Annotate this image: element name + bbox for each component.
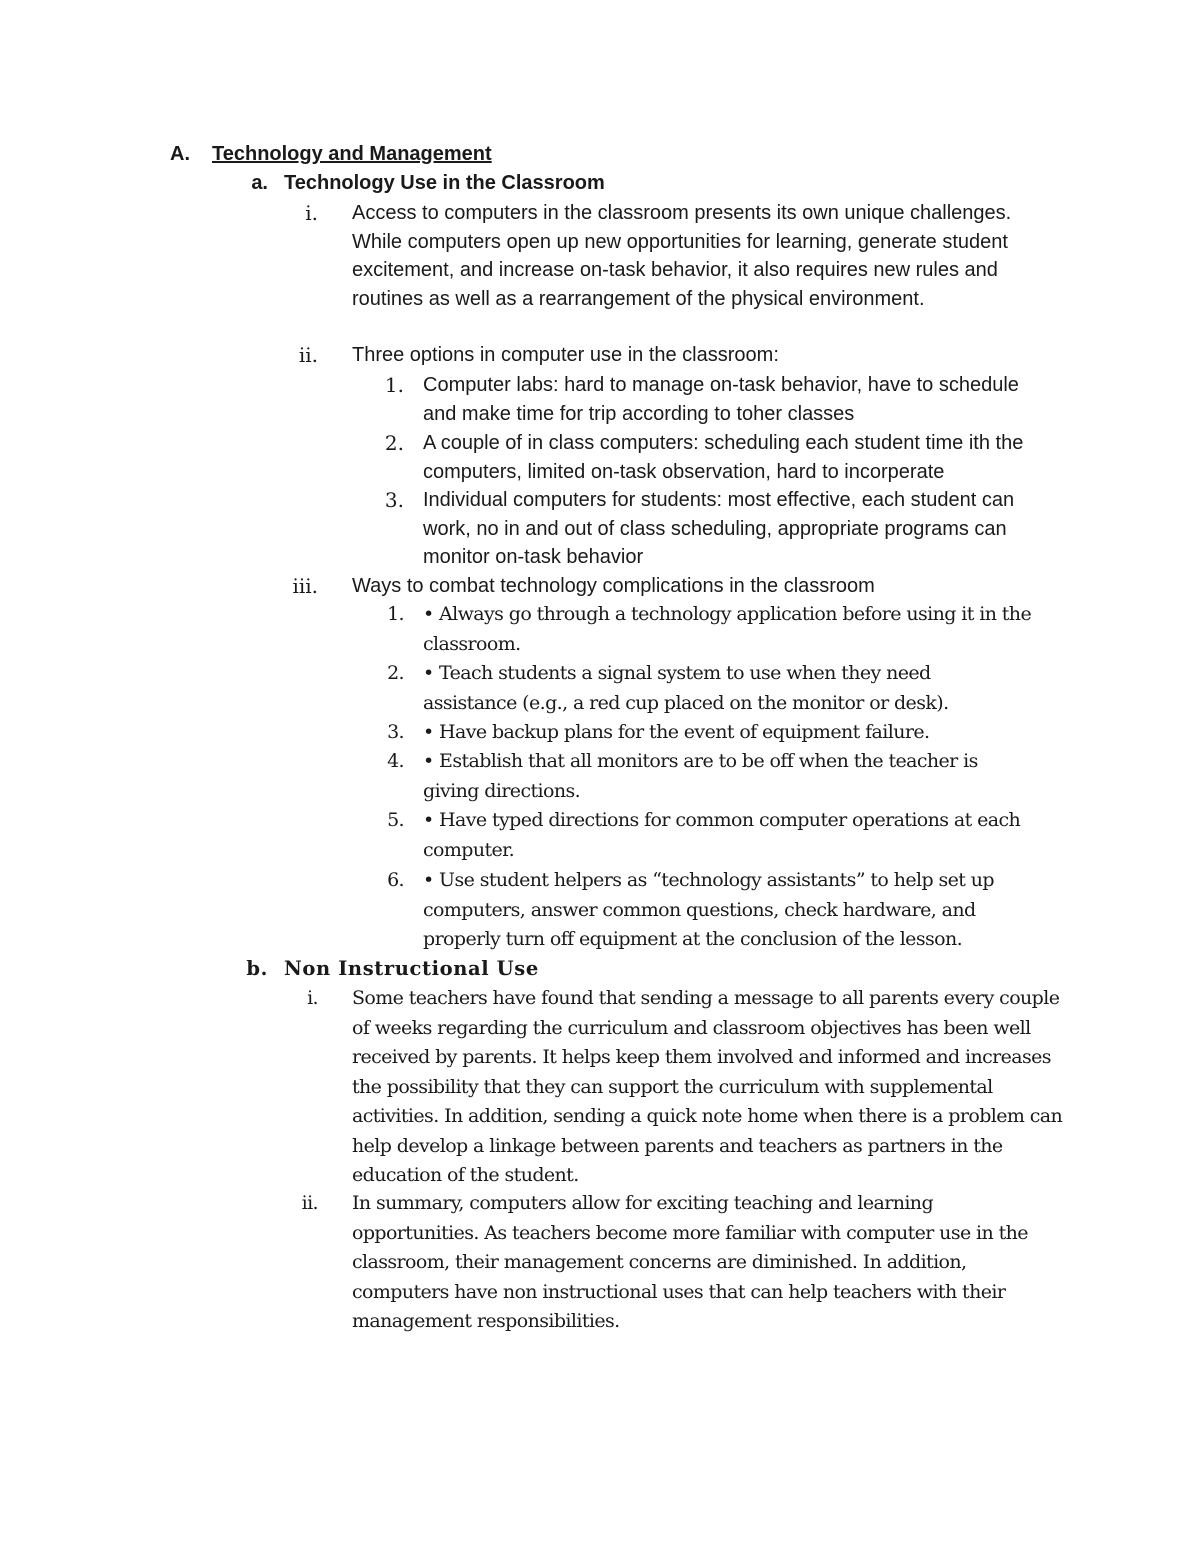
tip-item-6-marker: 6. (387, 869, 404, 891)
item-b-ii-text: In summary, computers allow for exciting teaching and learning opportunities. As teachers become more familiar with computer use in the classroom, their management concerns are diminished. In addition, computers have non instructional uses that can help teachers with their management responsibilities. (352, 1192, 1028, 1332)
section-a-title: Technology and Management (212, 143, 492, 165)
tip-item-5-text: • Have typed directions for common computer operations at each computer. (423, 809, 1021, 861)
tip-item-2-marker: 2. (387, 662, 404, 684)
tip-item-4-marker: 4. (387, 750, 404, 772)
item-a-iii-text: Ways to combat technology complications in the classroom (352, 575, 875, 597)
option-item-2-marker: 2. (384, 431, 404, 455)
section-a-marker: A. (170, 143, 190, 165)
item-a-iii-marker: iii. (292, 574, 318, 598)
item-b-ii-marker: ii. (301, 1192, 318, 1214)
tip-item-3-text: • Have backup plans for the event of equipment failure. (423, 721, 930, 743)
tip-item-2-text: • Teach students a signal system to use when they need assistance (e.g., a red cup placed on the monitor or desk). (423, 662, 949, 714)
item-a-ii-text: Three options in computer use in the classroom: (352, 344, 779, 366)
item-a-i-text: Access to computers in the classroom presents its own unique challenges. While computers open up new opportunities for learning, generate student excitement, and increase on-task behavior, it also requires new rules and routines as well as a rearrangement of the physical environment. (352, 202, 1012, 310)
subsection-a-title: Technology Use in the Classroom (284, 172, 605, 194)
tip-item-6-text: • Use student helpers as “technology assistants” to help set up computers, answer common questions, check hardware, and properly turn off equipment at the conclusion of the lesson. (423, 869, 994, 950)
option-item-1-marker: 1. (384, 373, 404, 397)
tip-item-3-marker: 3. (387, 721, 404, 743)
option-item-3-text: Individual computers for students: most effective, each student can work, no in and out of class scheduling, appropriate programs can monitor on-task behavior (423, 489, 1015, 569)
tip-item-1-marker: 1. (387, 603, 404, 625)
item-b-i-text: Some teachers have found that sending a message to all parents every couple of weeks regarding the curriculum and classroom objectives has been well received by parents. It helps keep them involved and informed and increases the possibility that they can support the curriculum with supplemental activities. In addition, sending a quick note home when there is a problem can help develop a linkage between parents and teachers as partners in the education of the student. (352, 987, 1063, 1186)
option-item-1-text: Computer labs: hard to manage on-task behavior, have to schedule and make time for trip according to toher classes (423, 374, 1019, 425)
subsection-b-marker: b. (246, 957, 268, 980)
tip-item-1-text: • Always go through a technology application before using it in the classroom. (423, 603, 1032, 655)
tip-item-4-text: • Establish that all monitors are to be off when the teacher is giving directions. (423, 750, 978, 802)
subsection-a-marker: a. (251, 172, 268, 194)
item-a-i-marker: i. (305, 201, 318, 225)
subsection-b-title: Non Instructional Use (284, 957, 539, 980)
tip-item-5-marker: 5. (387, 809, 404, 831)
option-item-2-text: A couple of in class computers: scheduling each student time ith the computers, limited on-task observation, hard to incorperate (423, 432, 1024, 483)
item-a-ii-marker: ii. (298, 343, 318, 367)
option-item-3-marker: 3. (384, 488, 404, 512)
item-b-i-marker: i. (307, 987, 318, 1009)
